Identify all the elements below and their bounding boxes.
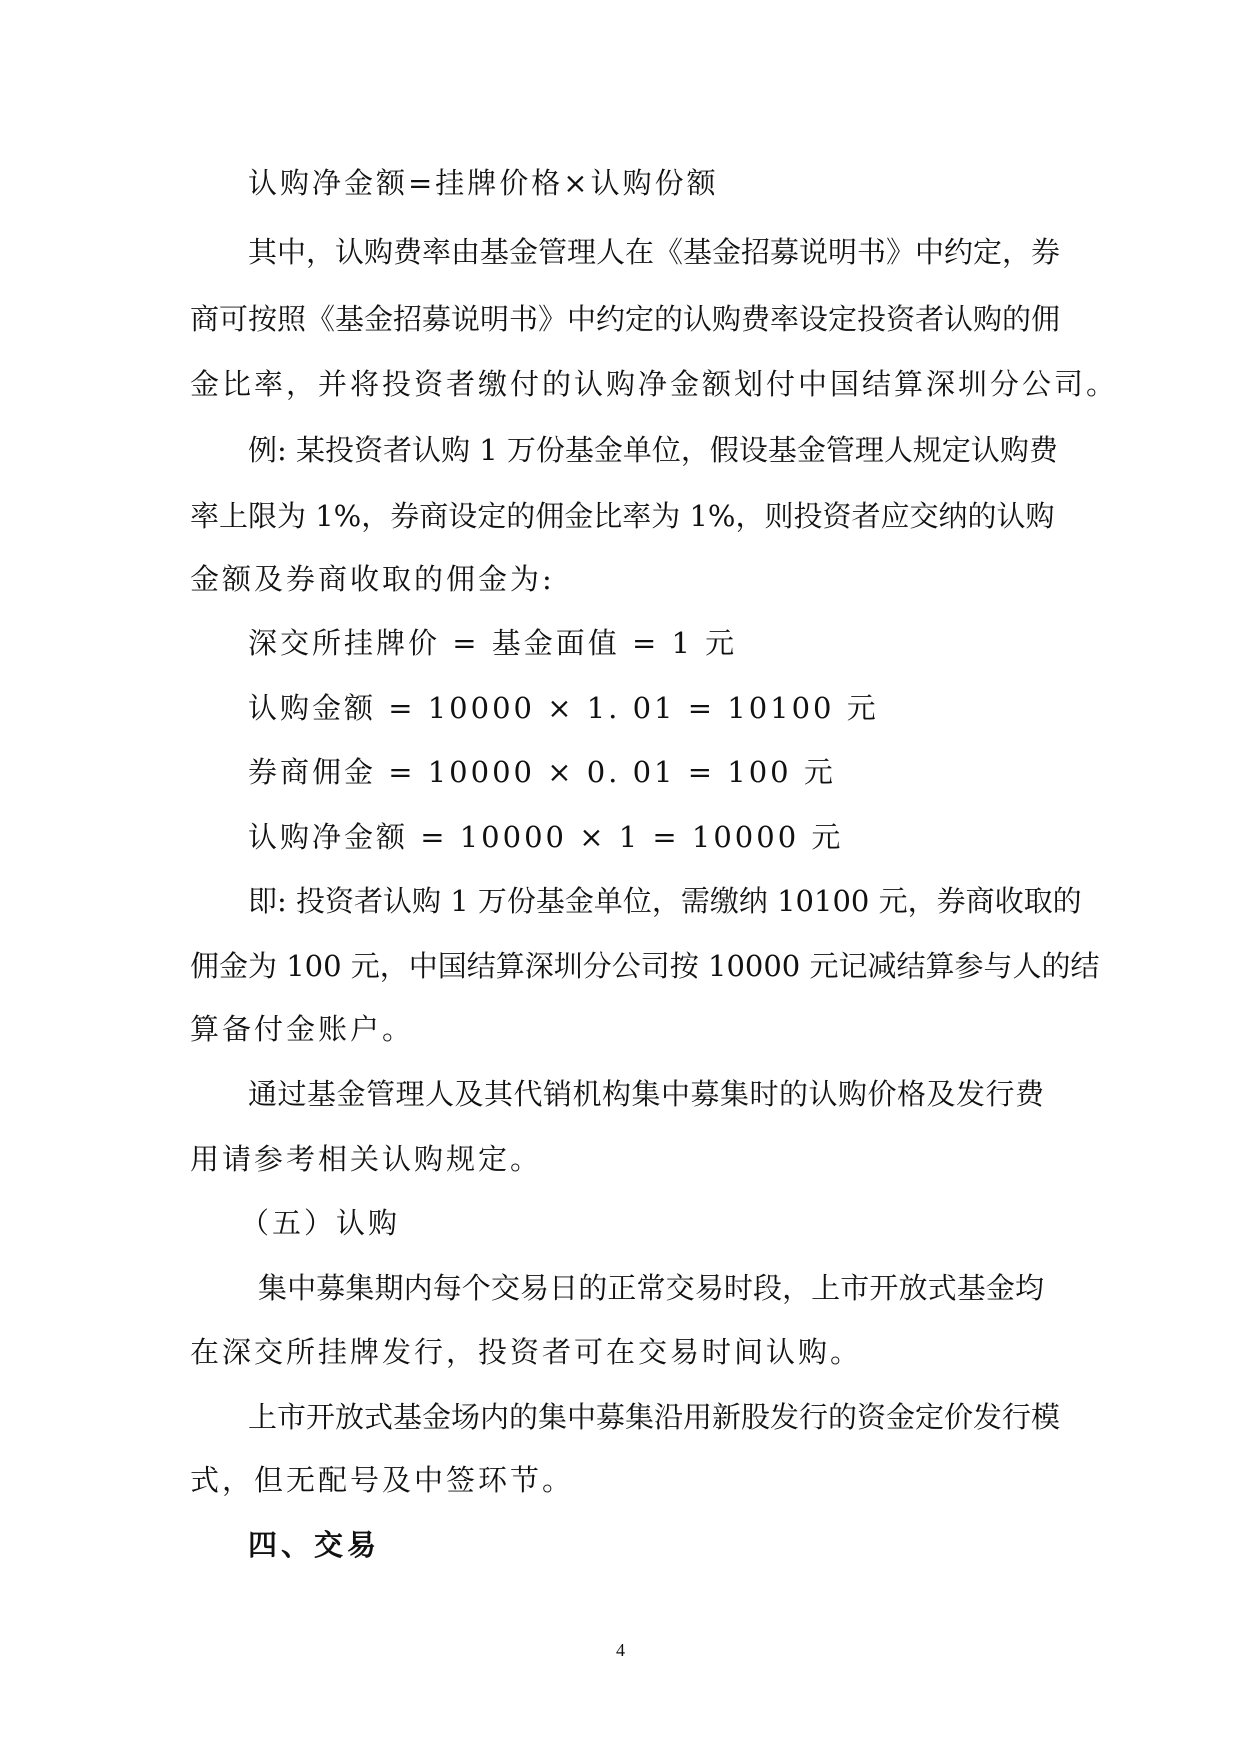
formula-net-amount: 认购净金额 = 10000 × 1 = 10000 元 — [248, 820, 844, 854]
subscription-period-line-2: 在深交所挂牌发行，投资者可在交易时间认购。 — [190, 1335, 863, 1369]
conclusion-line-1: 即: 投资者认购 1 万份基金单位，需缴纳 10100 元，券商收取的 — [248, 884, 1082, 918]
page-number: 4 — [616, 1640, 625, 1660]
pricing-mode-line-2: 式，但无配号及中签环节。 — [190, 1463, 575, 1497]
conclusion-line-2: 佣金为 100 元，中国结算深圳分公司按 10000 元记减结算参与人的结 — [190, 949, 1100, 983]
conclusion-line-3: 算备付金账户。 — [190, 1012, 415, 1046]
paragraph-fee-rate-line-3: 金比率，并将投资者缴付的认购净金额划付中国结算深圳分公司。 — [190, 367, 1119, 401]
formula-subscription-amount: 认购金额 = 10000 × 1. 01 = 10100 元 — [248, 691, 879, 725]
paragraph-fee-rate-line-1: 其中，认购费率由基金管理人在《基金招募说明书》中约定，券 — [248, 235, 1061, 269]
reference-line-2: 用请参考相关认购规定。 — [190, 1142, 543, 1176]
section-heading-subscription: （五）认购 — [240, 1206, 401, 1240]
formula-listing-price: 深交所挂牌价 = 基金面值 = 1 元 — [248, 626, 738, 660]
reference-line-1: 通过基金管理人及其代销机构集中募集时的认购价格及发行费 — [248, 1077, 1044, 1111]
formula-broker-commission: 券商佣金 = 10000 × 0. 01 = 100 元 — [248, 755, 836, 789]
example-line-1: 例: 某投资者认购 1 万份基金单位，假设基金管理人规定认购费 — [248, 433, 1058, 467]
example-line-3: 金额及券商收取的佣金为: — [190, 562, 555, 596]
formula-net-amount-definition: 认购净金额=挂牌价格×认购份额 — [248, 166, 719, 200]
paragraph-fee-rate-line-2: 商可按照《基金招募说明书》中约定的认购费率设定投资者认购的佣 — [190, 302, 1061, 336]
chapter-heading-trading: 四、交易 — [248, 1528, 381, 1562]
subscription-period-line-1: 集中募集期内每个交易日的正常交易时段，上市开放式基金均 — [258, 1271, 1044, 1305]
pricing-mode-line-1: 上市开放式基金场内的集中募集沿用新股发行的资金定价发行模 — [248, 1400, 1061, 1434]
example-line-2: 率上限为 1%，券商设定的佣金比率为 1%，则投资者应交纳的认购 — [190, 499, 1055, 533]
